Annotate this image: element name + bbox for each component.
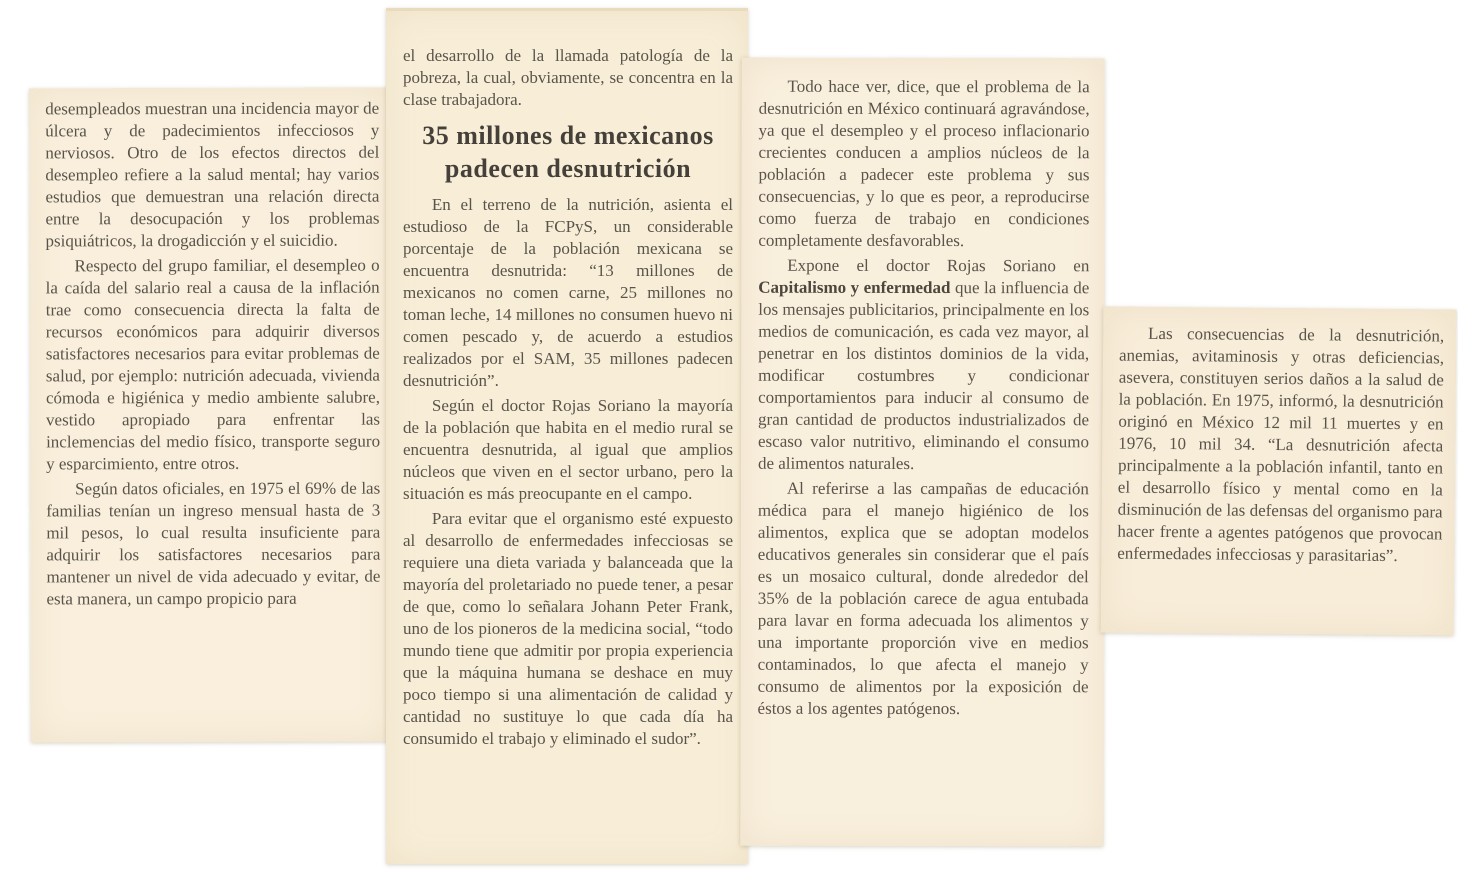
book-title-bold: Capitalismo y enfermedad bbox=[758, 277, 951, 298]
news-clipping-left bbox=[29, 88, 391, 743]
paragraph: Para evitar que el organismo esté expuesto al desarrollo de enfermedades infecciosas se requiere una dieta variada y balanceada que la mayoría del proletariado no puede tener, a pesar de que, como lo señalara Johann Peter Frank, uno de los pioneros de la medicina social, “todo mundo tiene que admitir por propia experiencia que la máquina humana se deshace en muy poco tiempo si una alimentación de calidad y cantidad no sustituye lo que cada día ha consumido el trabajo y eliminado el sudor”. bbox=[403, 509, 733, 748]
news-clipping-center-right bbox=[740, 58, 1104, 847]
paragraph: Las consecuencias de la desnutrición, anemias, avitaminosis y otras deficiencias, asevera, constituyen serios daños a la salud de la población. En 1975, informó, la desnutrición originó en México 12 mil 11 muertes y en 1976, 10 mil 34. “La desnutrición afecta principalmente a la población infantil, tanto en el desarrollo físico y mental como en la disminución de las defensas del organismo para hacer frente a agentes patógenos que provocan enfermedades infecciosas y parasitarias”. bbox=[1117, 323, 1445, 566]
paragraph: En el terreno de la nutrición, asienta el estudioso de la FCPyS, un considerable porcentaje de la población mexicana se encuentra desnutrida: “13 millones de mexicanos no comen carne, 25 millones no toman leche, 14 millones no consumen huevo ni comen pescado y, de acuerdo a estudios realizados por el SAM, 35 millones padecen desnutrición”. bbox=[403, 195, 733, 390]
article-headline: 35 millones de mexicanos padecen desnutrición bbox=[422, 121, 714, 183]
paragraph: Según datos oficiales, en 1975 el 69% de las familias tenían un ingreso mensual hasta de 3 mil pesos, lo cual resulta insuficiente para adquirir los satisfactores necesarios para mantener un nivel de vida adecuado y evitar, de esta manera, un campo propicio para bbox=[46, 478, 381, 609]
news-clipping-center-left bbox=[386, 8, 748, 864]
paragraph: desempleados muestran una incidencia mayor de úlcera y de padecimientos infecciosos y nerviosos. Otro de los efectos directos del desempleo refiere a la salud mental; hay varios estudios que demuestran una relación directa entre la desocupación y los problemas psiquiátricos, la drogadicción y el suicidio. bbox=[45, 98, 380, 251]
paragraph-text: Expone el doctor Rojas Soriano en bbox=[787, 255, 1090, 276]
paragraph: el desarrollo de la llamada patología de la pobreza, la cual, obviamente, se concentra en la clase trabajadora. bbox=[403, 46, 733, 109]
paragraph: Al referirse a las campañas de educación médica para el manejo higiénico de los alimentos, explica que se adoptan modelos educativos generales sin considerar que el país es un mosaico cultural, donde alrededor del 35% de la población carece de agua entubada para lavar en forma adecuada los alimentos y una importante proporción vive en medios contaminados, lo que afecta el manejo y consumo de alimentos por la exposición de éstos a los agentes patógenos. bbox=[757, 478, 1089, 719]
paragraph-with-book-title bbox=[758, 255, 1089, 476]
news-clipping-right bbox=[1101, 306, 1457, 635]
paragraph: Según el doctor Rojas Soriano la mayoría de la población que habita en el medio rural se encuentra desnutrida, al igual que amplios núcleos que viven en el sector urbano, pero la situación es más preocupante en el campo. bbox=[403, 396, 733, 503]
paragraph: Respecto del grupo familiar, el desempleo o la caída del salario real a causa de la inflación trae como consecuencia directa la falta de recursos económicos para adquirir diversos satisfactores necesarios para evitar problemas de salud, por ejemplo: nutrición adecuada, vivienda cómoda e higiénica y medio ambiente salubre, vestido apropiado para enfrentar las inclemencias del medio físico, transporte seguro y esparcimiento, entre otros. bbox=[45, 255, 381, 474]
paragraph: Todo hace ver, dice, que el problema de la desnutrición en México continuará agravándose, ya que el desempleo y el proceso inflacionario crecientes conducen a amplios núcleos de la población a padecer este problema y sus consecuencias, y lo que es peor, a reproducirse como fuerza de trabajo en condiciones completamente desfavorables. bbox=[758, 76, 1090, 251]
paragraph-text: que la influencia de los mensajes publicitarios, principalmente en los medios de comunicación, es cada vez mayor, al penetrar en los distintos dominios de la vida, modificar costumbres y condicionar comportamientos para inducir al consumo de gran cantidad de productos industrializados de escaso valor nutritivo, eliminando el consumo de alimentos naturales. bbox=[757, 278, 1090, 473]
